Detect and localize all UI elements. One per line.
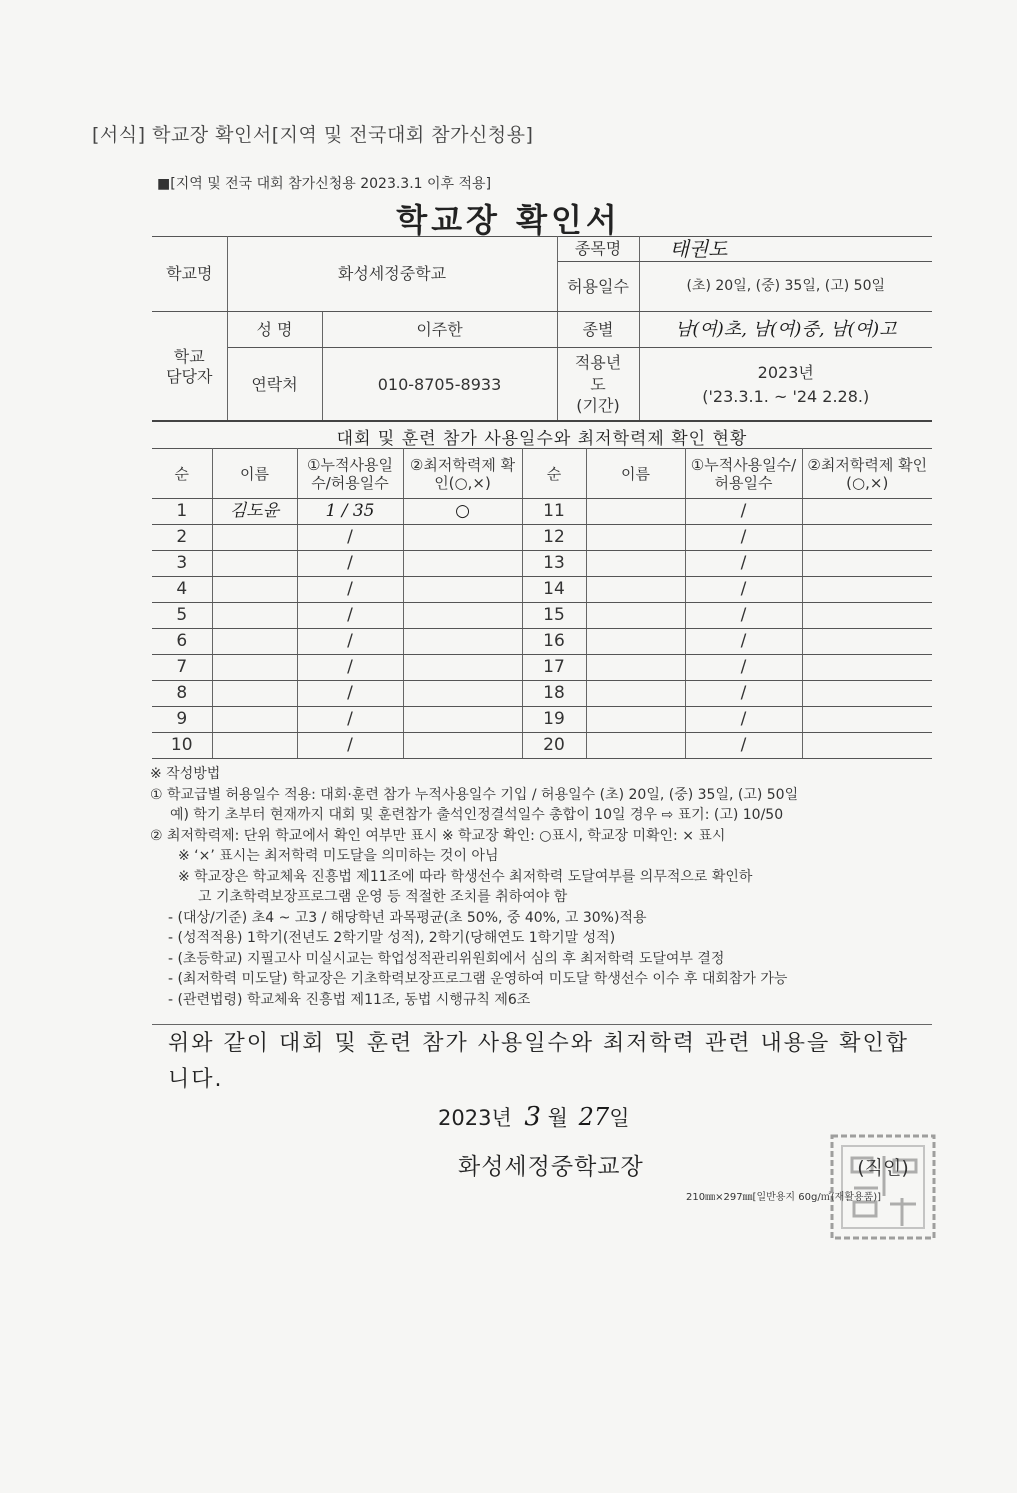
row-no: 17 <box>522 655 586 681</box>
header-no-right: 순 <box>522 449 586 499</box>
period-cell <box>639 348 932 422</box>
row-confirm <box>802 733 932 759</box>
row-days: / <box>685 499 802 525</box>
row-confirm <box>802 681 932 707</box>
principal-title: 화성세정중학교장 <box>458 1154 644 1180</box>
date-year: 2023년 <box>438 1106 512 1130</box>
allowed-label: 허용일수 <box>557 262 639 312</box>
header-no-left: 순 <box>152 449 212 499</box>
row-confirm <box>403 681 522 707</box>
table-row <box>152 551 932 577</box>
date-day: 27 <box>578 1103 610 1131</box>
table-row <box>152 525 932 551</box>
row-confirm <box>403 603 522 629</box>
period-label: 적용년도 (기간) <box>557 348 639 422</box>
table-row <box>152 629 932 655</box>
row-days: / <box>297 603 403 629</box>
note-1-example: 예) 학기 초부터 현재까지 대회 및 훈련참가 출석인정결석일수 총합이 10일 경우 ⇨ 표기: (고) 10/50 <box>170 807 784 823</box>
row-no: 6 <box>152 629 212 655</box>
row-days: / <box>297 707 403 733</box>
row-days: 1 / 35 <box>297 499 403 525</box>
row-name <box>586 525 685 551</box>
row-name <box>586 655 685 681</box>
row-confirm <box>403 577 522 603</box>
note-d3: - (초등학교) 지필고사 미실시교는 학업성적관리위원회에서 심의 후 최저학력 도달여부 결정 <box>168 950 725 967</box>
table-row <box>152 681 932 707</box>
row-confirm <box>802 655 932 681</box>
row-confirm <box>802 499 932 525</box>
row-name <box>212 525 297 551</box>
official-seal <box>824 1128 942 1246</box>
header-name-right: 이름 <box>586 449 685 499</box>
paper-spec: 210㎜×297㎜[일반용지 60g/㎡(재활용품)] <box>686 1192 882 1203</box>
sport-label: 종목명 <box>557 237 639 262</box>
row-name <box>586 681 685 707</box>
row-no: 11 <box>522 499 586 525</box>
note-2a: ※ ‘×’ 표시는 최저학력 미도달을 의미하는 것이 아님 <box>178 848 499 864</box>
row-days: / <box>685 707 802 733</box>
row-confirm <box>403 733 522 759</box>
header-name-left: 이름 <box>212 449 297 499</box>
header-days-left: ①누적사용일수/허용일수 <box>297 449 403 499</box>
row-no: 12 <box>522 525 586 551</box>
row-no: 7 <box>152 655 212 681</box>
row-no: 16 <box>522 629 586 655</box>
row-no: 14 <box>522 577 586 603</box>
school-label: 학교명 <box>152 237 227 312</box>
category-label: 종별 <box>557 312 639 348</box>
row-no: 9 <box>152 707 212 733</box>
note-2c: 고 기초학력보장프로그램 운영 등 적절한 조치를 취하여야 함 <box>198 889 568 905</box>
category-value: 남(여)초, 남(여)중, 남(여)고 <box>639 312 932 348</box>
note-d2: - (성적적용) 1학기(전년도 2학기말 성적), 2학기(당해연도 1학기말 성적) <box>168 930 616 946</box>
row-days: / <box>685 629 802 655</box>
row-no: 3 <box>152 551 212 577</box>
row-no: 20 <box>522 733 586 759</box>
row-confirm <box>403 655 522 681</box>
row-no: 4 <box>152 577 212 603</box>
divider <box>152 1024 932 1025</box>
row-name <box>586 603 685 629</box>
row-name <box>212 551 297 577</box>
section-title: 대회 및 훈련 참가 사용일수와 최저학력제 확인 현황 <box>152 420 932 449</box>
school-value: 화성세정중학교 <box>227 237 557 312</box>
form-label: [서식] 학교장 확인서[지역 및 전국대회 참가신청용] <box>92 124 534 146</box>
note-2: ② 최저학력제: 단위 학교에서 확인 여부만 표시 ※ 학교장 확인: ○표시, 학교장 미확인: × 표시 <box>150 827 726 844</box>
table-row <box>152 577 932 603</box>
row-name <box>212 629 297 655</box>
row-name <box>586 551 685 577</box>
subtitle: ■[지역 및 전국 대회 참가신청용 2023.3.1 이후 적용] <box>157 176 492 192</box>
note-2b: ※ 학교장은 학교체육 진흥법 제11조에 따라 학생선수 최저학력 도달여부를 의무적으로 확인하 <box>178 868 753 885</box>
row-confirm: ○ <box>403 499 522 525</box>
row-confirm <box>403 525 522 551</box>
closing-statement: 위와 같이 대회 및 훈련 참가 사용일수와 최저학력 관련 내용을 확인합니다. <box>168 1031 909 1092</box>
row-name <box>212 577 297 603</box>
date-month: 3 <box>524 1102 541 1132</box>
row-days: / <box>297 525 403 551</box>
instructions <box>150 764 940 1010</box>
table-row <box>152 733 932 759</box>
row-confirm <box>802 629 932 655</box>
row-name <box>586 629 685 655</box>
row-no: 18 <box>522 681 586 707</box>
note-d4: - (최저학력 미도달) 학교장은 기초학력보장프로그램 운영하여 미도달 학생선수 이수 후 대회참가 가능 <box>168 971 788 987</box>
issue-date <box>438 1102 629 1132</box>
row-days: / <box>685 525 802 551</box>
info-table <box>152 236 932 422</box>
row-confirm <box>802 603 932 629</box>
contact-value: 010-8705-8933 <box>322 348 557 422</box>
row-days: / <box>685 681 802 707</box>
row-days: / <box>297 655 403 681</box>
table-row <box>152 655 932 681</box>
row-name <box>212 707 297 733</box>
row-name <box>586 707 685 733</box>
row-no: 5 <box>152 603 212 629</box>
sport-value: 태권도 <box>639 237 932 262</box>
row-confirm <box>403 551 522 577</box>
period-year: 2023년 <box>757 363 814 383</box>
note-d1: - (대상/기준) 초4 ~ 고3 / 해당학년 과목평균(초 50%, 중 40%, 고 30%)적용 <box>168 909 647 926</box>
row-confirm <box>802 525 932 551</box>
row-no: 19 <box>522 707 586 733</box>
row-no: 8 <box>152 681 212 707</box>
table-row <box>152 707 932 733</box>
row-name <box>212 733 297 759</box>
row-confirm <box>403 629 522 655</box>
row-days: / <box>297 577 403 603</box>
row-name: 김도윤 <box>212 499 297 525</box>
row-name <box>586 733 685 759</box>
notes-heading: ※ 작성방법 <box>150 766 221 782</box>
row-confirm <box>403 707 522 733</box>
row-name <box>212 603 297 629</box>
row-name <box>212 655 297 681</box>
row-days: / <box>297 629 403 655</box>
row-days: / <box>685 733 802 759</box>
row-no: 10 <box>152 733 212 759</box>
name-label: 성 명 <box>227 312 322 348</box>
note-1: ① 학교급별 허용일수 적용: 대회·훈련 참가 누적사용일수 기입 / 허용일수 (초) 20일, (중) 35일, (고) 50일 <box>150 786 799 803</box>
row-confirm <box>802 551 932 577</box>
seal-icon <box>824 1128 942 1246</box>
row-no: 13 <box>522 551 586 577</box>
row-no: 1 <box>152 499 212 525</box>
name-value: 이주한 <box>322 312 557 348</box>
row-confirm <box>802 577 932 603</box>
row-days: / <box>297 733 403 759</box>
manager-label: 학교 담당자 <box>152 312 227 422</box>
table-row <box>152 499 932 525</box>
date-day-unit: 일 <box>609 1106 630 1130</box>
row-days: / <box>685 551 802 577</box>
row-name <box>586 577 685 603</box>
allowed-value: (초) 20일, (중) 35일, (고) 50일 <box>639 262 932 312</box>
header-confirm-right: ②최저학력제 확인(○,×) <box>802 449 932 499</box>
row-confirm <box>802 707 932 733</box>
row-days: / <box>297 551 403 577</box>
row-no: 2 <box>152 525 212 551</box>
contact-label: 연락처 <box>227 348 322 422</box>
row-days: / <box>685 577 802 603</box>
period-range: ('23.3.1. ~ '24 2.28.) <box>702 386 870 406</box>
row-name <box>586 499 685 525</box>
document-title: 학교장 확인서 <box>396 201 621 239</box>
row-no: 15 <box>522 603 586 629</box>
row-days: / <box>685 603 802 629</box>
note-d5: - (관련법령) 학교체육 진흥법 제11조, 동법 시행규칙 제6조 <box>168 991 531 1008</box>
seal-label: (직인) <box>857 1157 909 1179</box>
row-days: / <box>297 681 403 707</box>
usage-table <box>152 448 932 759</box>
table-row <box>152 603 932 629</box>
row-days: / <box>685 655 802 681</box>
date-month-unit: 월 <box>547 1106 568 1130</box>
header-confirm-left: ②최저학력제 확인(○,×) <box>403 449 522 499</box>
row-name <box>212 681 297 707</box>
header-days-right: ①누적사용일수/허용일수 <box>685 449 802 499</box>
